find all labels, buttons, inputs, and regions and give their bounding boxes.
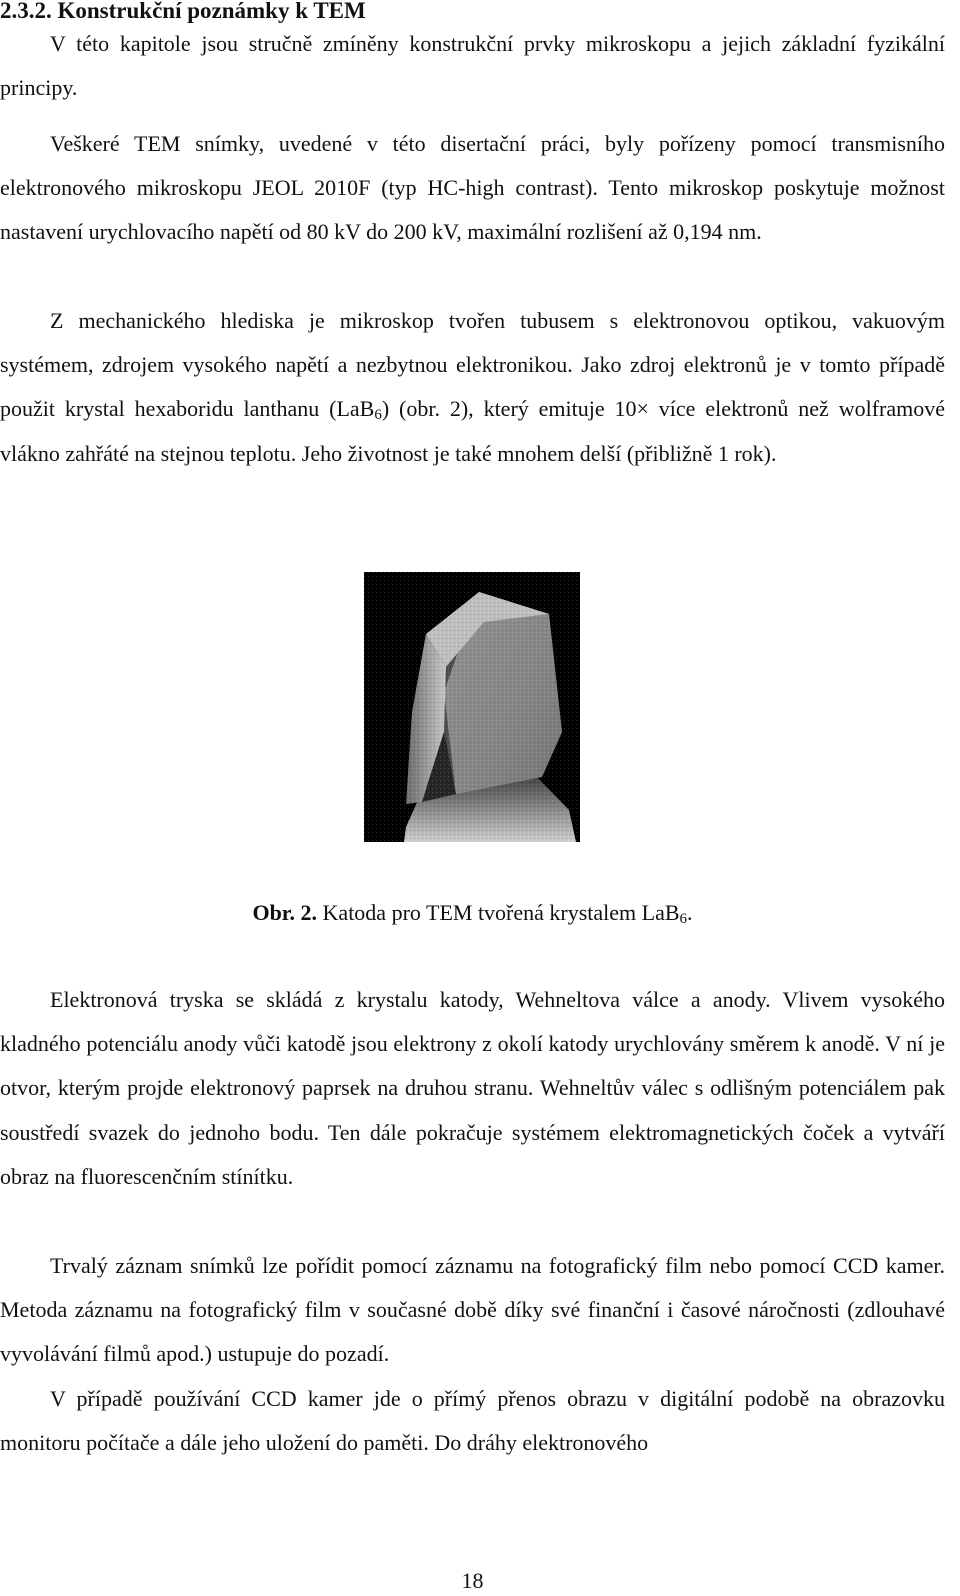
figure-caption-end: . [687,900,693,925]
paragraph-construction-text: Z mechanického hlediska je mikroskop tvořen tubusem s elektronovou optikou, vakuovým systémem, zdrojem vysokého napětí a nezbytnou elektronikou. Jako zdroj elektronů je v tomto případě použit krystal hexaboridu lanthanu (LaB [0,308,945,422]
figure-caption-text: Katoda pro TEM tvořená krystalem LaB [317,900,680,925]
paragraph-construction-text-continued: ) (obr. 2), který emituje 10× více elektronů než wolframové vlákno zahřáté na stejnou teplotu. Jeho životnost je také mnohem delší (přibližně 1 rok). [0,396,945,466]
page-number: 18 [461,1568,484,1593]
lab6-crystal-photo [364,572,580,842]
paragraph-construction [0,299,945,476]
figure-caption-subscript: 6 [679,911,688,927]
paragraph-microscope: Veškeré TEM snímky, uvedené v této disertační práci, byly pořízeny pomocí transmisního elektronového mikroskopu JEOL 2010F (typ HC-high contrast). Tento mikroskop poskytuje možnost nastavení urychlovacího napětí od 80 kV do 200 kV, maximální rozlišení až 0,194 nm. [0,131,945,245]
figure-label: Obr. 2. [252,900,318,925]
figure-caption [0,893,945,933]
paragraph-ccd: V případě používání CCD kamer jde o přímý přenos obrazu v digitální podobě na obrazovku monitoru počítače a dále jeho uložení do paměti. Do dráhy elektronového [0,1386,945,1456]
subscript-six: 6 [374,407,382,424]
paragraph-intro: V této kapitole jsou stručně zmíněny konstrukční prvky mikroskopu a jejich základní fyzikální principy. [0,31,945,101]
paragraph-electron-gun: Elektronová tryska se skládá z krystalu katody, Wehneltova válce a anody. Vlivem vysokého kladného potenciálu anody vůči katodě jsou elektrony z okolí katody urychlovány směrem k anodě. V ní je otvor, kterým projde elektronový paprsek na druhou stranu. Wehneltův válec s odlišným potenciálem pak soustředí svazek do jednoho bodu. Ten dále pokračuje systémem elektromagnetických čoček a vytváří obraz na fluorescenčním stínítku. [0,987,945,1189]
section-heading: 2.3.2. Konstrukční poznámky k TEM [0,0,366,23]
paragraph-recording: Trvalý záznam snímků lze pořídit pomocí záznamu na fotografický film nebo pomocí CCD kamer. Metoda záznamu na fotografický film v současné době díky své finanční i časové náročnosti (zdlouhavé vyvolávání filmů apod.) ustupuje do pozadí. [0,1253,945,1367]
